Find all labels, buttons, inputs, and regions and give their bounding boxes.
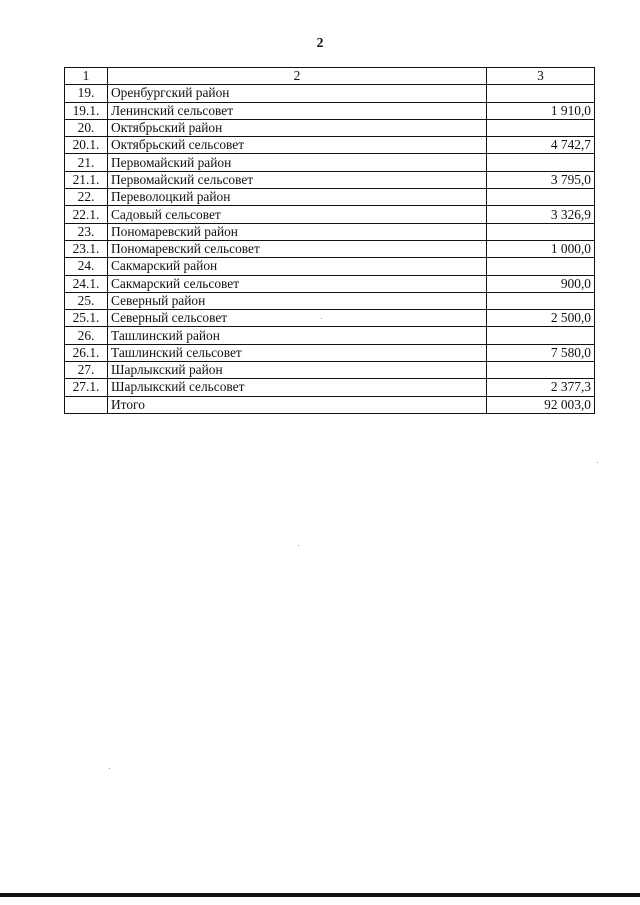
row-number-cell: 20.1.	[65, 137, 108, 154]
row-value-cell	[487, 223, 595, 240]
row-name-cell: Сакмарский район	[108, 258, 487, 275]
row-value-cell: 1 910,0	[487, 102, 595, 119]
scan-speck	[109, 768, 110, 769]
row-number-cell: 25.1.	[65, 310, 108, 327]
table-row	[65, 137, 595, 154]
table-row	[65, 85, 595, 102]
column-header-1: 1	[65, 68, 108, 85]
row-name-cell: Ташлинский район	[108, 327, 487, 344]
row-name-cell: Первомайский сельсовет	[108, 171, 487, 188]
row-value-cell	[487, 154, 595, 171]
row-name-cell: Переволоцкий район	[108, 189, 487, 206]
row-name-cell: Шарлыкский район	[108, 362, 487, 379]
row-value-cell: 7 580,0	[487, 344, 595, 361]
row-number-cell: 22.	[65, 189, 108, 206]
total-row	[65, 396, 595, 413]
scan-speck	[597, 462, 598, 463]
row-number-cell: 22.1.	[65, 206, 108, 223]
row-value-cell: 92 003,0	[487, 396, 595, 413]
row-name-cell: Северный район	[108, 292, 487, 309]
row-value-cell: 3 795,0	[487, 171, 595, 188]
row-value-cell	[487, 85, 595, 102]
row-number-cell: 26.1.	[65, 344, 108, 361]
table-row	[65, 206, 595, 223]
row-number-cell: 23.	[65, 223, 108, 240]
table-row	[65, 223, 595, 240]
column-header-2: 2	[108, 68, 487, 85]
row-value-cell: 900,0	[487, 275, 595, 292]
row-value-cell: 2 377,3	[487, 379, 595, 396]
row-value-cell	[487, 119, 595, 136]
row-number-cell: 24.1.	[65, 275, 108, 292]
table-row	[65, 171, 595, 188]
table-row	[65, 189, 595, 206]
row-value-cell: 4 742,7	[487, 137, 595, 154]
row-value-cell	[487, 362, 595, 379]
row-name-cell: Оренбургский район	[108, 85, 487, 102]
row-name-cell: Пономаревский сельсовет	[108, 240, 487, 257]
row-number-cell: 24.	[65, 258, 108, 275]
table-header-row	[65, 68, 595, 85]
table-row	[65, 310, 595, 327]
row-name-cell: Пономаревский район	[108, 223, 487, 240]
table-row	[65, 154, 595, 171]
row-name-cell: Сакмарский сельсовет	[108, 275, 487, 292]
table-body	[65, 68, 595, 414]
row-value-cell: 1 000,0	[487, 240, 595, 257]
scan-speck	[321, 318, 322, 319]
row-number-cell: 27.1.	[65, 379, 108, 396]
row-name-cell: Октябрьский район	[108, 119, 487, 136]
row-number-cell: 25.	[65, 292, 108, 309]
table-row	[65, 275, 595, 292]
row-number-cell: 21.	[65, 154, 108, 171]
row-number-cell: 19.	[65, 85, 108, 102]
table-row	[65, 362, 595, 379]
table-row	[65, 292, 595, 309]
table-row	[65, 102, 595, 119]
scan-edge-bar	[0, 893, 640, 897]
row-name-cell: Северный сельсовет	[108, 310, 487, 327]
table-row	[65, 327, 595, 344]
row-number-cell: 19.1.	[65, 102, 108, 119]
row-value-cell: 3 326,9	[487, 206, 595, 223]
allocation-table	[64, 67, 595, 414]
table-row	[65, 258, 595, 275]
table-row	[65, 119, 595, 136]
table-row	[65, 344, 595, 361]
row-number-cell: 27.	[65, 362, 108, 379]
row-value-cell	[487, 292, 595, 309]
row-number-cell: 26.	[65, 327, 108, 344]
row-value-cell	[487, 258, 595, 275]
row-value-cell	[487, 327, 595, 344]
row-name-cell: Ташлинский сельсовет	[108, 344, 487, 361]
row-name-cell: Октябрьский сельсовет	[108, 137, 487, 154]
row-number-cell	[65, 396, 108, 413]
row-name-cell: Ленинский сельсовет	[108, 102, 487, 119]
row-value-cell: 2 500,0	[487, 310, 595, 327]
table-row	[65, 379, 595, 396]
row-value-cell	[487, 189, 595, 206]
row-name-cell: Итого	[108, 396, 487, 413]
page-number: 2	[316, 36, 324, 51]
row-number-cell: 23.1.	[65, 240, 108, 257]
row-name-cell: Первомайский район	[108, 154, 487, 171]
row-number-cell: 20.	[65, 119, 108, 136]
row-number-cell: 21.1.	[65, 171, 108, 188]
column-header-3: 3	[487, 68, 595, 85]
row-name-cell: Садовый сельсовет	[108, 206, 487, 223]
table-row	[65, 240, 595, 257]
row-name-cell: Шарлыкский сельсовет	[108, 379, 487, 396]
scan-speck	[298, 545, 299, 546]
